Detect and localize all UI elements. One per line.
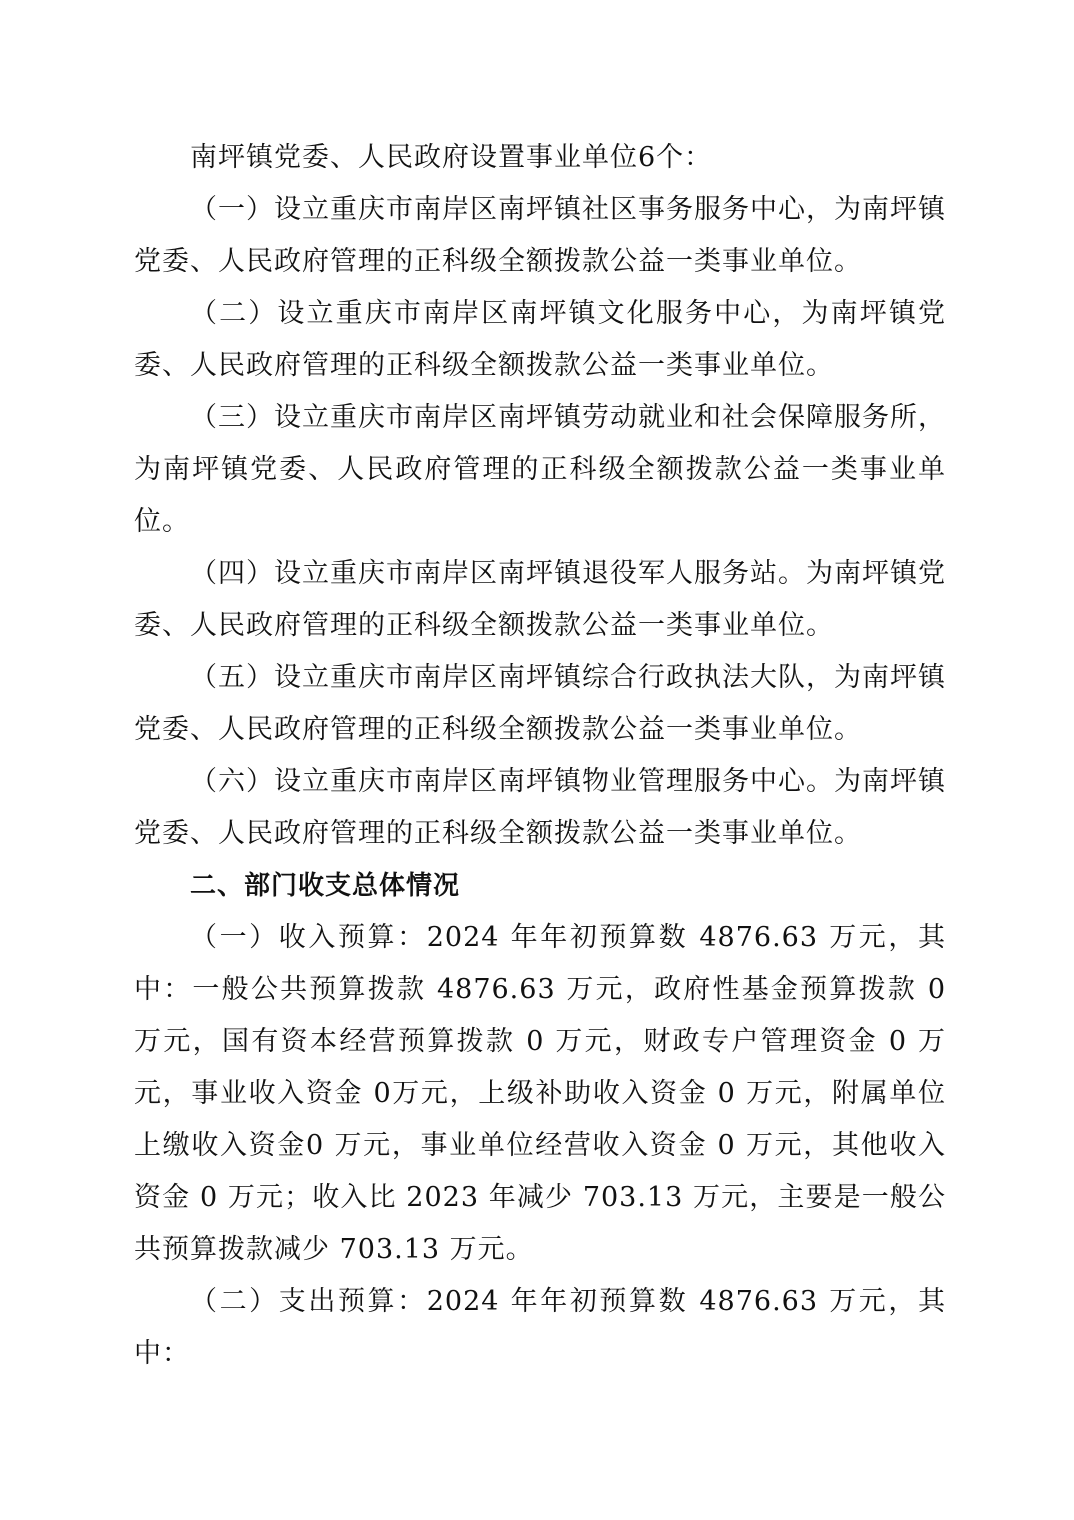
paragraph-intro: 南坪镇党委、人民政府设置事业单位6个： xyxy=(190,142,713,173)
paragraph-item-1: （一）设立重庆市南岸区南坪镇社区事务服务中心，为南坪镇党委、人民政府管理的正科级全额拨款公益一类事业单位。 xyxy=(134,194,946,277)
paragraph-item-6: （六）设立重庆市南岸区南坪镇物业管理服务中心。为南坪镇党委、人民政府管理的正科级全额拨款公益一类事业单位。 xyxy=(134,766,946,849)
paragraph-income-budget: （一）收入预算：2024 年年初预算数 4876.63 万元，其中：一般公共预算拨款 4876.63 万元，政府性基金预算拨款 0 万元，国有资本经营预算拨款 0 万元，财政专户管理资金 0 万元，事业收入资金 0万元，上级补助收入资金 0 万元，附属单位上缴收入资金0 万元，事业单位经营收入资金 0 万元，其他收入资金 0 万元；收入比 2023 年减少 703.13 万元，主要是一般公共预算拨款减少 703.13 万元。 xyxy=(134,922,946,1265)
paragraph-item-5: （五）设立重庆市南岸区南坪镇综合行政执法大队，为南坪镇党委、人民政府管理的正科级全额拨款公益一类事业单位。 xyxy=(134,662,946,745)
section-heading: 二、部门收支总体情况 xyxy=(190,871,461,901)
paragraph-item-3: （三）设立重庆市南岸区南坪镇劳动就业和社会保障服务所，为南坪镇党委、人民政府管理的正科级全额拨款公益一类事业单位。 xyxy=(134,402,946,537)
paragraph-expense-budget: （二）支出预算：2024 年年初预算数 4876.63 万元，其中： xyxy=(134,1286,946,1369)
paragraph-item-2: （二）设立重庆市南岸区南坪镇文化服务中心，为南坪镇党委、人民政府管理的正科级全额拨款公益一类事业单位。 xyxy=(134,298,946,381)
document-page xyxy=(134,132,946,1380)
paragraph-item-4: （四）设立重庆市南岸区南坪镇退役军人服务站。为南坪镇党委、人民政府管理的正科级全额拨款公益一类事业单位。 xyxy=(134,558,946,641)
